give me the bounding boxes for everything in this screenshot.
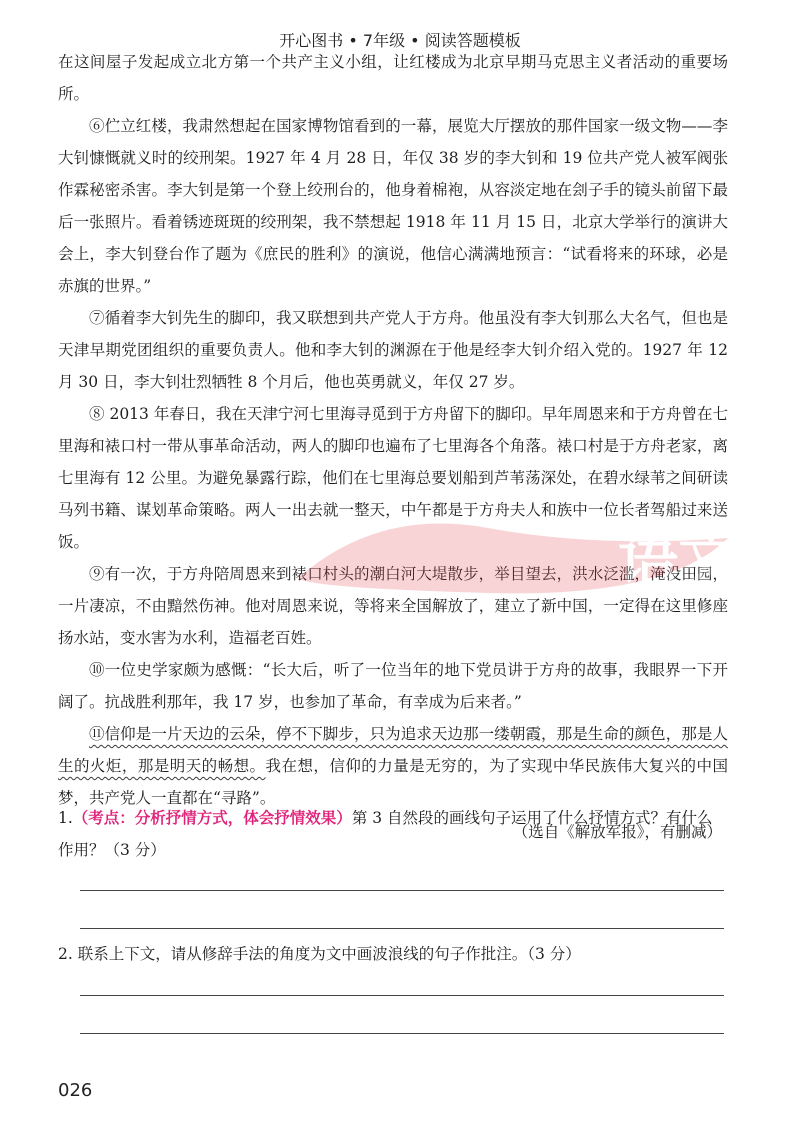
question-1-tag: （考点：分析抒情方式，体会抒情效果） <box>72 808 352 827</box>
page-header: 开心图书 • 7年级 • 阅读答题模板 <box>279 31 521 50</box>
paragraph-10: ⑩一位史学家颇为感慨：“长大后，听了一位当年的地下党员讲于方舟的故事，我眼界一下开阔了。抗战胜利那年，我 17 岁，也参加了革命，有幸成为后来者。” <box>58 661 728 711</box>
paragraph-8: ⑧ 2013 年春日，我在天津宁河七里海寻觅到于方舟留下的脚印。早年周恩来和于方舟曾在七里海和裱口村一带从事革命活动，两人的脚印也遍布了七里海各个角落。裱口村是于方舟老家，离七里海有 12 公里。为避免暴露行踪，他们在七里海总要划船到芦苇荡深处，在碧水绿苇之间研读马列书籍、谋划革命策略。两人一出去就一整天，中午都是于方舟夫人和族中一位长者驾船过来送饭。 <box>58 405 728 551</box>
answer-line-q2-1[interactable] <box>80 995 724 996</box>
answer-line-q1-2[interactable] <box>80 928 724 929</box>
answer-line-q2-2[interactable] <box>80 1033 724 1034</box>
question-2: 2. 联系上下文，请从修辞手法的角度为文中画波浪线的句子作批注。（3 分） <box>58 945 581 963</box>
paragraph-7: ⑦循着李大钊先生的脚印，我又联想到共产党人于方舟。他虽没有李大钊那么大名气，但也是天津早期党团组织的重要负责人。他和李大钊的渊源在于他是经李大钊介绍入党的。1927 年 12 月 30 日，李大钊壮烈牺牲 8 个月后，他也英勇就义，年仅 27 岁。 <box>58 309 728 391</box>
article-source: （选自《解放军报》，有删减） <box>512 823 722 841</box>
paragraph-continued: 在这间屋子发起成立北方第一个共产主义小组，让红楼成为北京早期马克思主义者活动的重要场所。 <box>58 53 728 103</box>
wavy-underlined-sentence: ⑪信仰是一片天边的云朵，停不下脚步，只为追求天边那一缕朝霞，那是生命的颜色，那是人生的火炬，那是明天的畅想。 <box>58 725 728 775</box>
answer-line-q1-1[interactable] <box>80 890 724 891</box>
paragraph-9: ⑨有一次，于方舟陪周恩来到裱口村头的潮白河大堤散步，举目望去，洪水泛滥，淹没田园，一片凄凉，不由黯然伤神。他对周恩来说，等将来全国解放了，建立了新中国，一定得在这里修座扬水站，变水害为水利，造福老百姓。 <box>58 565 728 647</box>
paragraph-11 <box>58 718 728 814</box>
page-number: 026 <box>58 1080 93 1101</box>
watermark-text: 语文 <box>618 525 738 595</box>
question-1-text: 第 3 自然段的画线句子运用了什么抒情方式？有什么作用？（3 分） <box>58 809 713 859</box>
question-1-number: 1. <box>58 809 73 827</box>
paragraph-11-rest: 我在想，信仰的力量是无穷的，为了实现中华民族伟大复兴的中国梦，共产党人一直都在“寻路”。 <box>58 757 728 807</box>
article-body <box>58 46 728 848</box>
question-1 <box>58 802 728 866</box>
paragraph-6: ⑥伫立红楼，我肃然想起在国家博物馆看到的一幕，展览大厅摆放的那件国家一级文物——李大钊慷慨就义时的绞刑架。1927 年 4 月 28 日，年仅 38 岁的李大钊和 19 位共产党人被军阀张作霖秘密杀害。李大钊是第一个登上绞刑台的，他身着棉袍，从容淡定地在刽子手的镜头前留下最后一张照片。看着锈迹斑斑的绞刑架，我不禁想起 1918 年 11 月 15 日，北京大学举行的演讲大会上，李大钊登台作了题为《庶民的胜利》的演说，他信心满满地预言：“试看将来的环球，必是赤旗的世界。” <box>58 117 728 295</box>
